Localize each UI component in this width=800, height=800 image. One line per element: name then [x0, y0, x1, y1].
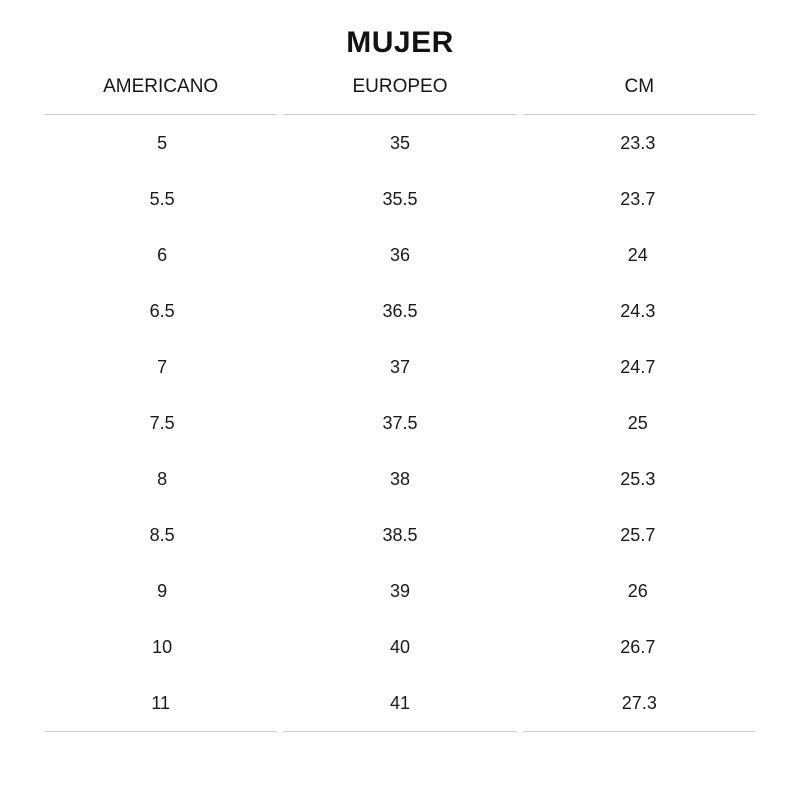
cell-americano: 8 — [157, 468, 168, 489]
table-row — [44, 507, 756, 563]
cell-cm: 25.7 — [620, 524, 656, 545]
table-row — [44, 451, 756, 507]
cell-cm: 27.3 — [520, 675, 756, 732]
cell-europeo: 35 — [389, 132, 410, 153]
cell-americano: 6 — [157, 244, 168, 265]
cell-americano: 7 — [157, 356, 168, 377]
cell-americano: 5 — [157, 132, 168, 153]
cell-europeo: 36.5 — [382, 300, 418, 321]
table-row — [44, 395, 756, 451]
cell-europeo: 38 — [389, 468, 410, 489]
cell-americano: 5.5 — [149, 188, 175, 209]
column-header-americano: AMERICANO — [44, 74, 280, 115]
cell-cm: 25 — [627, 412, 648, 433]
cell-cm: 23.7 — [620, 188, 656, 209]
cell-cm: 24.7 — [620, 356, 656, 377]
cell-cm: 24 — [627, 244, 648, 265]
cell-europeo: 38.5 — [382, 524, 418, 545]
cell-europeo: 37.5 — [382, 412, 418, 433]
table-body — [44, 115, 756, 732]
cell-europeo: 35.5 — [382, 188, 418, 209]
cell-cm: 23.3 — [620, 132, 656, 153]
cell-cm: 25.3 — [620, 468, 656, 489]
column-header-europeo: EUROPEO — [280, 74, 519, 115]
cell-europeo: 37 — [389, 356, 410, 377]
table-row — [44, 339, 756, 395]
size-conversion-table — [44, 74, 756, 732]
cell-americano: 11 — [44, 675, 280, 732]
cell-cm: 24.3 — [620, 300, 656, 321]
table-row — [44, 227, 756, 283]
bottom-spacer — [44, 732, 756, 800]
cell-cm: 26 — [627, 580, 648, 601]
cell-americano: 9 — [157, 580, 168, 601]
cell-europeo: 36 — [389, 244, 410, 265]
cell-americano: 7.5 — [149, 412, 175, 433]
table-row — [44, 115, 756, 172]
table-header-row — [44, 74, 756, 115]
table-row — [44, 283, 756, 339]
column-header-cm: CM — [520, 74, 756, 115]
cell-americano: 10 — [152, 636, 173, 657]
cell-cm: 26.7 — [620, 636, 656, 657]
table-row — [44, 619, 756, 675]
cell-americano: 6.5 — [149, 300, 175, 321]
cell-americano: 8.5 — [149, 524, 175, 545]
cell-europeo: 39 — [389, 580, 410, 601]
page-title: MUJER — [346, 26, 454, 59]
table-row — [44, 563, 756, 619]
cell-europeo: 40 — [389, 636, 410, 657]
table-header — [44, 74, 756, 115]
table-row — [44, 675, 756, 732]
table-row — [44, 171, 756, 227]
cell-europeo: 41 — [280, 675, 519, 732]
